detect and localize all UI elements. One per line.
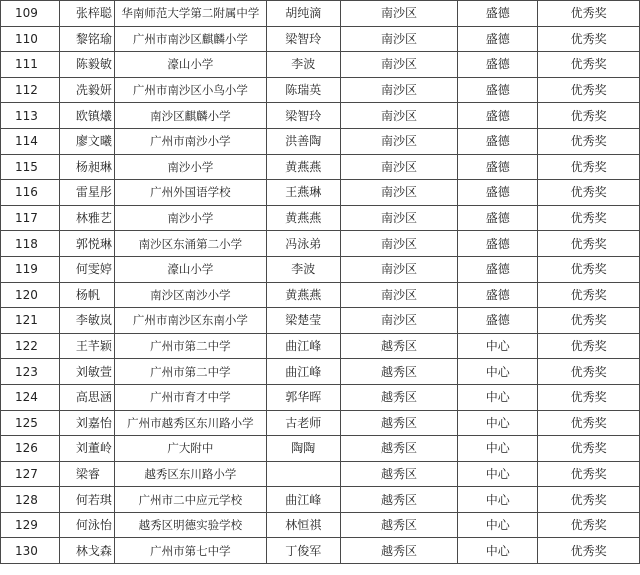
student-name-cell: 冼毅妍 (59, 77, 114, 103)
table-row (1, 128, 640, 154)
student-name-cell: 何若琪 (59, 487, 114, 513)
venue-cell: 盛德 (458, 205, 538, 231)
teacher-cell: 李波 (266, 256, 340, 282)
school-cell: 广州市南沙区东南小学 (114, 308, 266, 334)
student-name-cell: 黎铭瑜 (59, 26, 114, 52)
teacher-cell: 冯泳弟 (266, 231, 340, 257)
table-row (1, 538, 640, 564)
venue-cell: 盛德 (458, 308, 538, 334)
venue-cell: 盛德 (458, 77, 538, 103)
award-cell: 优秀奖 (538, 282, 640, 308)
award-cell: 优秀奖 (538, 436, 640, 462)
table-row (1, 410, 640, 436)
award-cell: 优秀奖 (538, 308, 640, 334)
student-name-cell: 王芊颖 (59, 333, 114, 359)
district-cell: 越秀区 (340, 410, 458, 436)
table-row (1, 282, 640, 308)
award-cell: 优秀奖 (538, 512, 640, 538)
venue-cell: 盛德 (458, 1, 538, 27)
award-cell: 优秀奖 (538, 256, 640, 282)
table-row (1, 359, 640, 385)
row-number-cell: 117 (1, 205, 60, 231)
venue-cell: 中心 (458, 487, 538, 513)
venue-cell: 盛德 (458, 26, 538, 52)
district-cell: 越秀区 (340, 333, 458, 359)
school-cell: 广州市第七中学 (114, 538, 266, 564)
teacher-cell: 李波 (266, 52, 340, 78)
row-number-cell: 116 (1, 180, 60, 206)
row-number-cell: 114 (1, 128, 60, 154)
teacher-cell: 陈瑞英 (266, 77, 340, 103)
school-cell: 广州外国语学校 (114, 180, 266, 206)
table-row (1, 77, 640, 103)
venue-cell: 中心 (458, 410, 538, 436)
row-number-cell: 119 (1, 256, 60, 282)
row-number-cell: 113 (1, 103, 60, 129)
row-number-cell: 112 (1, 77, 60, 103)
school-cell: 华南师范大学第二附属中学 (114, 1, 266, 27)
student-name-cell: 何雯婷 (59, 256, 114, 282)
award-cell: 优秀奖 (538, 359, 640, 385)
venue-cell: 盛德 (458, 282, 538, 308)
district-cell: 越秀区 (340, 487, 458, 513)
student-name-cell: 欧镇爔 (59, 103, 114, 129)
venue-cell: 中心 (458, 461, 538, 487)
venue-cell: 盛德 (458, 154, 538, 180)
award-cell: 优秀奖 (538, 205, 640, 231)
teacher-cell: 梁智玲 (266, 103, 340, 129)
row-number-cell: 121 (1, 308, 60, 334)
school-cell: 广州市育才中学 (114, 384, 266, 410)
district-cell: 南沙区 (340, 205, 458, 231)
table-row (1, 308, 640, 334)
student-name-cell: 李敏岚 (59, 308, 114, 334)
row-number-cell: 130 (1, 538, 60, 564)
venue-cell: 中心 (458, 436, 538, 462)
venue-cell: 盛德 (458, 256, 538, 282)
student-name-cell: 雷星彤 (59, 180, 114, 206)
row-number-cell: 128 (1, 487, 60, 513)
row-number-cell: 118 (1, 231, 60, 257)
school-cell: 越秀区东川路小学 (114, 461, 266, 487)
district-cell: 越秀区 (340, 436, 458, 462)
school-cell: 广州市南沙区小鸟小学 (114, 77, 266, 103)
award-cell: 优秀奖 (538, 154, 640, 180)
table-row (1, 52, 640, 78)
school-cell: 广州市越秀区东川路小学 (114, 410, 266, 436)
row-number-cell: 129 (1, 512, 60, 538)
venue-cell: 盛德 (458, 180, 538, 206)
district-cell: 南沙区 (340, 52, 458, 78)
teacher-cell: 古老师 (266, 410, 340, 436)
teacher-cell: 洪善陶 (266, 128, 340, 154)
district-cell: 南沙区 (340, 282, 458, 308)
district-cell: 南沙区 (340, 128, 458, 154)
student-name-cell: 林雅艺 (59, 205, 114, 231)
school-cell: 南沙小学 (114, 205, 266, 231)
table-row (1, 487, 640, 513)
venue-cell: 中心 (458, 512, 538, 538)
row-number-cell: 109 (1, 1, 60, 27)
teacher-cell: 曲江峰 (266, 359, 340, 385)
district-cell: 南沙区 (340, 26, 458, 52)
venue-cell: 盛德 (458, 128, 538, 154)
venue-cell: 盛德 (458, 103, 538, 129)
row-number-cell: 110 (1, 26, 60, 52)
award-cell: 优秀奖 (538, 103, 640, 129)
row-number-cell: 125 (1, 410, 60, 436)
student-name-cell: 杨帆 (59, 282, 114, 308)
row-number-cell: 127 (1, 461, 60, 487)
district-cell: 南沙区 (340, 308, 458, 334)
student-name-cell: 梁睿 (59, 461, 114, 487)
award-cell: 优秀奖 (538, 461, 640, 487)
award-cell: 优秀奖 (538, 231, 640, 257)
row-number-cell: 120 (1, 282, 60, 308)
district-cell: 越秀区 (340, 512, 458, 538)
school-cell: 广州市南沙小学 (114, 128, 266, 154)
student-name-cell: 陈毅敏 (59, 52, 114, 78)
award-cell: 优秀奖 (538, 77, 640, 103)
award-cell: 优秀奖 (538, 333, 640, 359)
award-cell: 优秀奖 (538, 26, 640, 52)
school-cell: 南沙区麒麟小学 (114, 103, 266, 129)
award-cell: 优秀奖 (538, 1, 640, 27)
school-cell: 广州市第二中学 (114, 333, 266, 359)
venue-cell: 中心 (458, 333, 538, 359)
table-row (1, 26, 640, 52)
teacher-cell: 陶陶 (266, 436, 340, 462)
student-name-cell: 张梓聪 (59, 1, 114, 27)
district-cell: 越秀区 (340, 359, 458, 385)
award-cell: 优秀奖 (538, 128, 640, 154)
venue-cell: 中心 (458, 538, 538, 564)
teacher-cell: 曲江峰 (266, 333, 340, 359)
district-cell: 越秀区 (340, 538, 458, 564)
district-cell: 南沙区 (340, 154, 458, 180)
student-name-cell: 林戈森 (59, 538, 114, 564)
teacher-cell: 丁俊军 (266, 538, 340, 564)
teacher-cell: 林恒祺 (266, 512, 340, 538)
table-row (1, 384, 640, 410)
school-cell: 广州市南沙区麒麟小学 (114, 26, 266, 52)
school-cell: 南沙小学 (114, 154, 266, 180)
table-row (1, 205, 640, 231)
student-name-cell: 郭悦琳 (59, 231, 114, 257)
teacher-cell: 郭华晖 (266, 384, 340, 410)
row-number-cell: 123 (1, 359, 60, 385)
district-cell: 南沙区 (340, 77, 458, 103)
venue-cell: 盛德 (458, 231, 538, 257)
student-name-cell: 刘敏萱 (59, 359, 114, 385)
district-cell: 越秀区 (340, 384, 458, 410)
table-row (1, 333, 640, 359)
table-row (1, 1, 640, 27)
student-name-cell: 杨昶琳 (59, 154, 114, 180)
teacher-cell (266, 461, 340, 487)
table-row (1, 436, 640, 462)
school-cell: 濠山小学 (114, 52, 266, 78)
teacher-cell: 黄燕燕 (266, 282, 340, 308)
table-row (1, 231, 640, 257)
student-name-cell: 刘嘉怡 (59, 410, 114, 436)
venue-cell: 中心 (458, 384, 538, 410)
table-row (1, 154, 640, 180)
student-name-cell: 高思涵 (59, 384, 114, 410)
school-cell: 广州市第二中学 (114, 359, 266, 385)
district-cell: 南沙区 (340, 103, 458, 129)
teacher-cell: 黄燕燕 (266, 205, 340, 231)
award-cell: 优秀奖 (538, 410, 640, 436)
award-cell: 优秀奖 (538, 487, 640, 513)
award-cell: 优秀奖 (538, 538, 640, 564)
school-cell: 濠山小学 (114, 256, 266, 282)
teacher-cell: 曲江峰 (266, 487, 340, 513)
award-cell: 优秀奖 (538, 52, 640, 78)
school-cell: 南沙区东涌第二小学 (114, 231, 266, 257)
award-cell: 优秀奖 (538, 180, 640, 206)
teacher-cell: 梁楚莹 (266, 308, 340, 334)
teacher-cell: 黄燕燕 (266, 154, 340, 180)
teacher-cell: 王燕琳 (266, 180, 340, 206)
row-number-cell: 124 (1, 384, 60, 410)
row-number-cell: 115 (1, 154, 60, 180)
school-cell: 越秀区明德实验学校 (114, 512, 266, 538)
district-cell: 南沙区 (340, 180, 458, 206)
student-name-cell: 何泳怡 (59, 512, 114, 538)
table-row (1, 512, 640, 538)
student-name-cell: 刘董岭 (59, 436, 114, 462)
school-cell: 南沙区南沙小学 (114, 282, 266, 308)
table-row (1, 461, 640, 487)
district-cell: 南沙区 (340, 231, 458, 257)
school-cell: 广州市二中应元学校 (114, 487, 266, 513)
venue-cell: 中心 (458, 359, 538, 385)
table-row (1, 256, 640, 282)
award-cell: 优秀奖 (538, 384, 640, 410)
teacher-cell: 梁智玲 (266, 26, 340, 52)
table-row (1, 180, 640, 206)
table-body (1, 1, 640, 564)
row-number-cell: 111 (1, 52, 60, 78)
district-cell: 南沙区 (340, 1, 458, 27)
district-cell: 越秀区 (340, 461, 458, 487)
row-number-cell: 122 (1, 333, 60, 359)
venue-cell: 盛德 (458, 52, 538, 78)
student-name-cell: 廖文曦 (59, 128, 114, 154)
table-row (1, 103, 640, 129)
school-cell: 广大附中 (114, 436, 266, 462)
district-cell: 南沙区 (340, 256, 458, 282)
teacher-cell: 胡纯滴 (266, 1, 340, 27)
row-number-cell: 126 (1, 436, 60, 462)
